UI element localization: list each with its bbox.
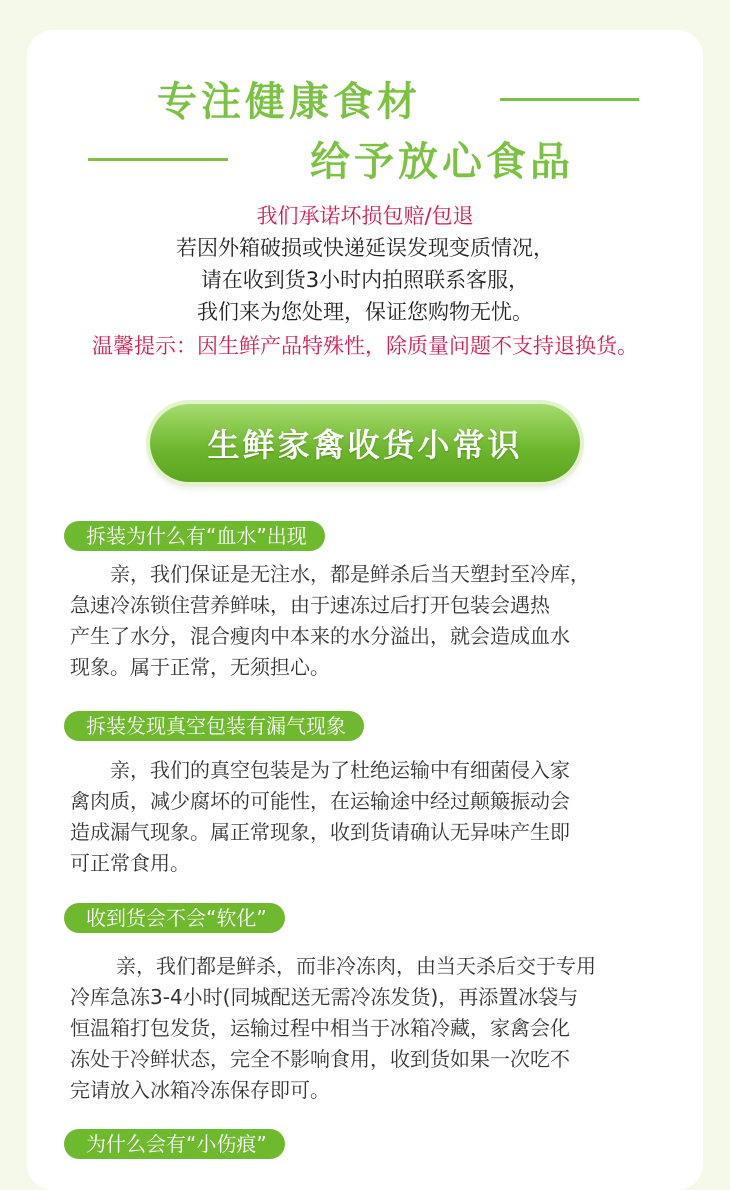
- promise-line-2: 请在收到货3小时内拍照联系客服，: [200, 268, 530, 292]
- decorative-line-left: [88, 158, 228, 161]
- slogan-line-1: 专注健康食材: [157, 79, 421, 125]
- promise-title: 我们承诺坏损包赔/包退: [256, 204, 474, 228]
- faq-answer-line: 亲，我们保证是无注水，都是鲜杀后当天塑封至冷库，: [110, 562, 590, 586]
- faq-answer-line: 冻处于冷鲜状态，完全不影响食用，收到货如果一次吃不: [70, 1047, 570, 1071]
- faq-answer-line: 冷库急冻3-4小时(同城配送无需冷冻发货)，再添置冰袋与: [70, 985, 579, 1009]
- section-title-button: [150, 404, 580, 482]
- faq-tag-vacuum-leak: 拆装发现真空包装有漏气现象: [64, 711, 364, 741]
- faq-answer-line: 禽肉质，减少腐坏的可能性，在运输途中经过颠簸振动会: [70, 789, 570, 813]
- slogan-line-2: 给予放心食品: [310, 139, 574, 185]
- faq-answer-line: 可正常食用。: [70, 851, 190, 875]
- faq-tag-blood-water: 拆装为什么有“血水”出现: [64, 521, 325, 551]
- decorative-line-right: [500, 98, 639, 101]
- faq-answer-line: 现象。属于正常，无须担心。: [70, 655, 330, 679]
- faq-answer-line: 亲，我们的真空包装是为了杜绝运输中有细菌侵入家: [110, 758, 570, 782]
- promise-line-3: 我们来为您处理，保证您购物无忧。: [197, 300, 533, 324]
- section-title-label: 生鲜家禽收货小常识: [207, 426, 523, 464]
- faq-answer-line: 急速冷冻锁住营养鲜味，由于速冻过后打开包装会遇热: [70, 593, 550, 617]
- promise-line-1: 若因外箱破损或快递延误发现变质情况，: [176, 236, 554, 260]
- faq-tag-small-scars: 为什么会有“小伤痕”: [64, 1129, 285, 1159]
- faq-answer-blood-water: [70, 559, 670, 683]
- faq-answer-line: 造成漏气现象。属正常现象，收到货请确认无异味产生即: [70, 820, 570, 844]
- faq-answer-vacuum-leak: [70, 755, 670, 879]
- faq-answer-line: 产生了水分，混合瘦肉中本来的水分溢出，就会造成血水: [70, 624, 570, 648]
- warm-tip: 温馨提示：因生鲜产品特殊性，除质量问题不支持退换货。: [92, 334, 638, 358]
- faq-answer-line: 亲，我们都是鲜杀，而非冷冻肉，由当天杀后交于专用: [116, 954, 596, 978]
- faq-tag-softening: 收到货会不会“软化”: [64, 903, 285, 933]
- faq-answer-line: 完请放入冰箱冷冻保存即可。: [70, 1078, 330, 1102]
- faq-answer-softening: [70, 951, 670, 1106]
- faq-answer-line: 恒温箱打包发货，运输过程中相当于冰箱冷藏，家禽会化: [70, 1016, 570, 1040]
